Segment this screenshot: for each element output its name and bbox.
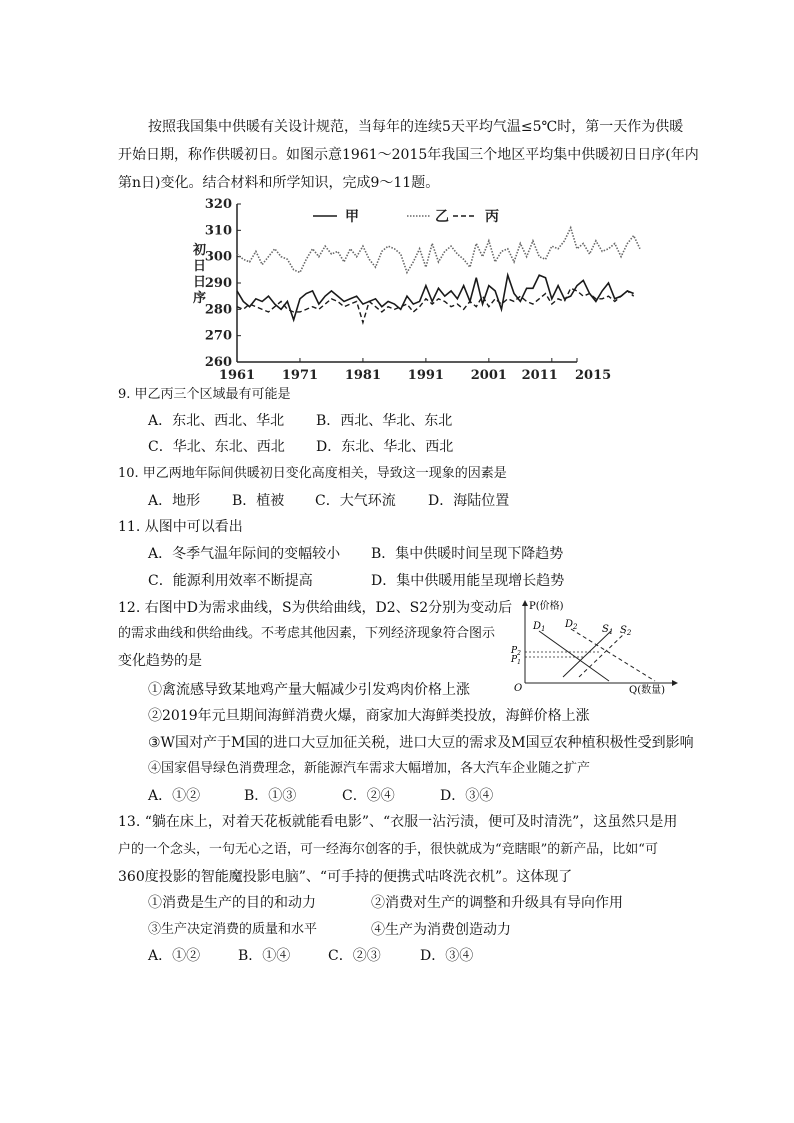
q12-option-a[interactable]: A．①② [148, 788, 201, 804]
q10-option-a[interactable]: A．地形 [148, 493, 201, 509]
q11-option-d[interactable]: D．集中供暖用能呈现增长趋势 [371, 573, 565, 589]
chart-axes [237, 204, 577, 362]
d2-label: $D_2$ [565, 619, 578, 631]
x-tick-label: 1961 [218, 368, 256, 383]
origin-label: O [514, 683, 523, 694]
x-tick-label: 1971 [281, 368, 319, 383]
legend-label-1: 甲 [345, 209, 359, 225]
chart-series [237, 228, 640, 323]
supply-demand-chart [505, 595, 685, 695]
x-tick-label: 2015 [575, 368, 612, 383]
q13-option-d[interactable]: D．③④ [420, 948, 474, 964]
y-axis-label-char: 日 [193, 275, 207, 290]
intro-line-2: 开始日期，称作供暖初日。如图示意1961～2015年我国三个地区平均集中供暖初日日序(年内 [118, 147, 699, 163]
q13-statement-3: ③生产决定消费的质量和水平 [148, 922, 318, 937]
question-12-stem-2: 的需求曲线和供给曲线。不考虑其他因素，下列经济现象符合图示 [118, 626, 496, 641]
heating-start-chart [185, 192, 612, 383]
y-tick-label: 290 [204, 276, 232, 291]
question-13-stem-1: 13. “躺在床上，对着天花板就能看电影”、“衣服一沾污渍，便可及时清洗”，这虽然只是用 [118, 814, 678, 830]
q13-option-a[interactable]: A．①② [148, 948, 201, 964]
p2-label: $P_2$ [511, 646, 521, 657]
quantity-axis-label: Q(数量) [629, 685, 666, 696]
y-axis-label-char: 初 [193, 243, 207, 258]
q10-option-b[interactable]: B．植被 [232, 493, 285, 509]
chart-legend [313, 209, 499, 225]
x-tick-label: 1991 [407, 368, 444, 383]
q12-statement-2: ②2019年元旦期间海鲜消费火爆，商家加大海鲜类投放，海鲜价格上涨 [148, 708, 590, 724]
q13-option-c[interactable]: C．②③ [328, 948, 381, 964]
legend-label-2: 乙 [435, 209, 449, 225]
q12-statement-1: ①禽流感导致某地鸡产量大幅减少引发鸡肉价格上涨 [148, 682, 470, 698]
q12-option-b[interactable]: B．①③ [244, 788, 297, 804]
q12-statement-3: ③W国对产于M国的进口大豆加征关税，进口大豆的需求及M国豆农种植积极性受到影响 [148, 735, 694, 751]
supply-curve-s1 [563, 631, 611, 677]
demand-curve-d1 [539, 631, 609, 681]
question-13-stem-2: 户的一个念头，一句无心之语，可一经海尔创客的手，很快就成为“竞瞎眼”的新产品，比如“可 [118, 842, 658, 857]
y-tick-label: 270 [204, 328, 232, 344]
series-line-2 [237, 228, 640, 273]
legend-label-3: 丙 [485, 209, 499, 225]
q11-option-a[interactable]: A．冬季气温年际间的变幅较小 [148, 546, 341, 562]
price-axis-label: P(价格) [529, 601, 564, 612]
x-tick-label: 1981 [344, 368, 382, 383]
q10-option-d[interactable]: D．海陆位置 [428, 493, 510, 509]
x-tick-label: 2001 [470, 368, 507, 383]
question-13-stem-3: 360度投影的智能魔投影电脑”、“可手持的便携式咕咚洗衣机”。这体现了 [118, 869, 573, 885]
demand-curve-d2 [571, 629, 655, 681]
x-tick-label: 2011 [521, 368, 558, 383]
question-10-stem: 10. 甲乙两地年际间供暖初日变化高度相关，导致这一现象的因素是 [118, 466, 507, 481]
chart-ticks [205, 197, 611, 383]
q13-option-b[interactable]: B．①④ [238, 948, 291, 964]
q12-option-c[interactable]: C．②④ [342, 788, 395, 804]
intro-line-1: 按照我国集中供暖有关设计规范，当每年的连续5天平均气温≤5℃时，第一天作为供暖 [148, 119, 684, 135]
y-tick-label: 280 [204, 302, 232, 318]
q9-option-b[interactable]: B．西北、华北、东北 [316, 413, 453, 429]
q13-statement-4: ④生产为消费创造动力 [371, 922, 511, 938]
q9-option-d[interactable]: D．东北、华北、西北 [316, 439, 454, 455]
q11-option-b[interactable]: B．集中供暖时间呈现下降趋势 [371, 546, 564, 562]
q10-option-c[interactable]: C．大气环流 [315, 493, 396, 509]
series-line-1 [237, 275, 634, 320]
question-12-stem-3: 变化趋势的是 [118, 653, 202, 669]
question-9-stem: 9. 甲乙丙三个区域最有可能是 [118, 387, 291, 402]
y-tick-label: 310 [204, 223, 232, 239]
q12-option-d[interactable]: D．③④ [440, 788, 494, 804]
q9-option-a[interactable]: A．东北、西北、华北 [148, 413, 285, 429]
y-tick-label: 320 [204, 197, 232, 212]
q13-statement-1: ①消费是生产的目的和动力 [148, 895, 316, 911]
y-tick-label: 300 [204, 249, 232, 265]
s2-label: $S_2$ [620, 625, 632, 637]
y-tick-label: 260 [204, 355, 232, 370]
d1-label: $D_1$ [533, 621, 546, 633]
s1-label: $S_1$ [602, 624, 614, 636]
q13-statement-2: ②消费对生产的调整和升级具有导向作用 [371, 895, 623, 911]
q12-statement-4: ④国家倡导绿色消费理念，新能源汽车需求大幅增加，各大汽车企业随之扩产 [148, 761, 591, 776]
question-11-stem: 11. 从图中可以看出 [118, 519, 243, 535]
q11-option-c[interactable]: C．能源利用效率不断提高 [148, 573, 313, 589]
q9-option-c[interactable]: C．华北、东北、西北 [148, 439, 285, 455]
y-axis-label-char: 日 [193, 259, 207, 274]
y-axis-label-char: 序 [193, 291, 207, 306]
p1-label: $P_1$ [511, 655, 521, 666]
intro-line-3: 第n日)变化。结合材料和所学知识，完成9～11题。 [118, 175, 440, 191]
question-12-stem-1: 12. 右图中D为需求曲线，S为供给曲线，D2、S2分别为变动后 [118, 600, 513, 616]
